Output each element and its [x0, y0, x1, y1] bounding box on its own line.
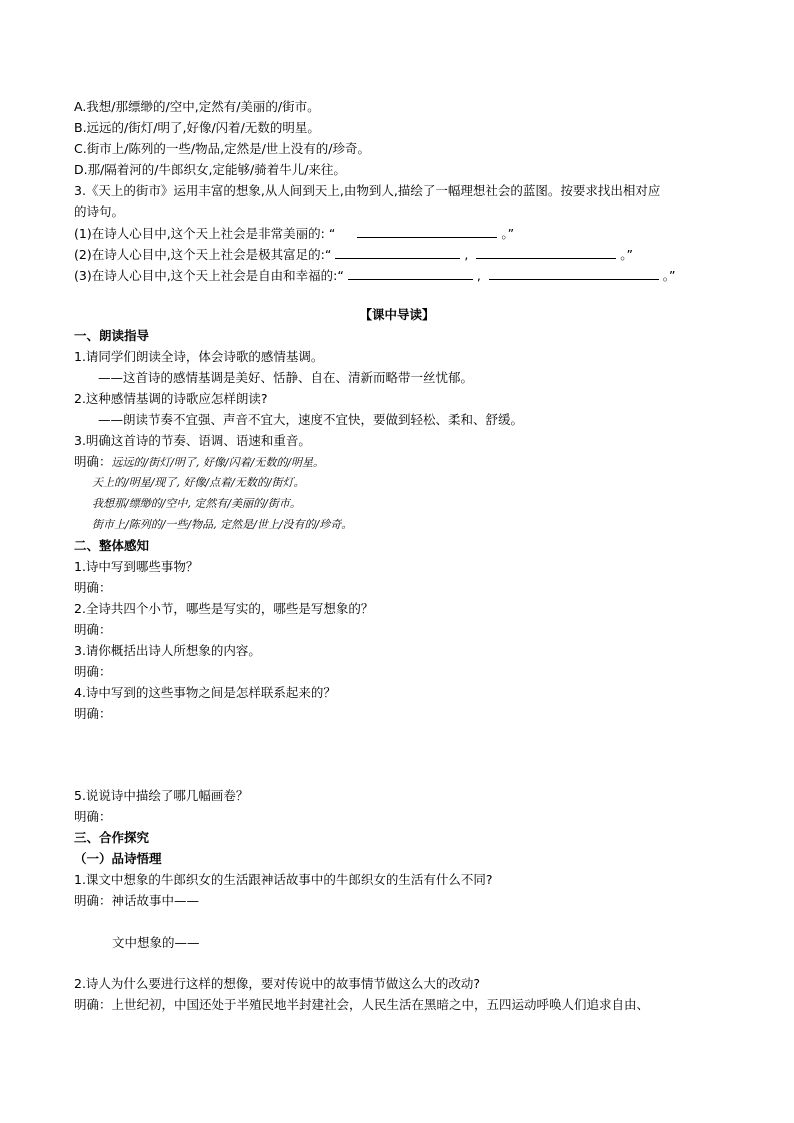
part-2-question-2: 2.全诗共四个小节，哪些是写实的，哪些是写想象的？ — [74, 601, 374, 616]
part-1-question-2: 2.这种感情基调的诗歌应怎样朗读? — [74, 391, 268, 406]
part-1-answer-2: ——朗读节奏不宜强、声音不宜大，速度不宜快，要做到轻松、柔和、舒缓。 — [98, 412, 524, 427]
part-2-prefix: (2)在诗人心目中,这个天上社会是极其富足的:“ — [74, 247, 332, 262]
part-2-answer-label-2: 明确： — [74, 622, 112, 637]
part-2-question-5: 5.说说诗中描绘了哪几幅画卷？ — [74, 788, 249, 803]
part-1-heading: 一、朗读指导 — [74, 328, 150, 343]
poem-line-2: 天上的/明星/现了, 好像/点着/无数的/街灯。 — [92, 476, 305, 489]
question-3-part-1 — [74, 225, 514, 241]
part-3-suffix: 。” — [662, 268, 676, 283]
part-2-question-1: 1.诗中写到哪些事物？ — [74, 559, 199, 574]
answer-label: 明确： — [74, 454, 112, 469]
part-3-heading: 三、合作探究 — [74, 830, 150, 845]
part-3-subheading: （一）品诗悟理 — [74, 851, 162, 866]
part-1-question-1: 1.请同学们朗读全诗，体会诗歌的感情基调。 — [74, 349, 324, 364]
part-2-mid: , — [464, 247, 469, 262]
part-3-answer-1b: 文中想象的—— — [112, 935, 200, 950]
part-3-question-2: 2.诗人为什么要进行这样的想像，要对传说中的故事情节做这么大的改动? — [74, 976, 481, 991]
part-2-answer-label-1: 明确： — [74, 580, 112, 595]
question-3-part-3 — [74, 267, 676, 283]
poem-line-1: 远远的/街灯/明了, 好像/闪着/无数的/明星。 — [111, 456, 325, 469]
part-3-answer-1: 明确：神话故事中—— — [74, 893, 200, 908]
part-3-mid: , — [476, 268, 481, 283]
part-1-answer-3 — [74, 454, 324, 470]
choice-b: B.远远的/街灯/明了,好像/闪着/无数的明星。 — [74, 120, 320, 135]
part-2-answer-label-3: 明确： — [74, 664, 112, 679]
answer-blank-2b[interactable] — [476, 246, 616, 259]
part-1-question-3: 3.明确这首诗的节奏、语调、语速和重音。 — [74, 433, 311, 448]
part-2-heading: 二、整体感知 — [74, 538, 150, 553]
part-2-question-3: 3.请你概括出诗人所想象的内容。 — [74, 643, 261, 658]
answer-blank-2a[interactable] — [335, 246, 460, 259]
part-1-prefix: (1)在诗人心目中,这个天上社会是非常美丽的: “ — [74, 226, 336, 241]
part-3-prefix: (3)在诗人心目中,这个天上社会是自由和幸福的:“ — [74, 268, 344, 283]
choice-d: D.那/隔着河的/牛郎织女,定能够/骑着牛儿/来往。 — [74, 162, 346, 177]
answer-blank-1[interactable] — [357, 225, 497, 238]
part-2-question-4: 4.诗中写到的这些事物之间是怎样联系起来的？ — [74, 685, 336, 700]
section-title: 【课中导读】 — [359, 307, 435, 322]
choice-c: C.街市上/陈列的一些/物品,定然是/世上没有的/珍奇。 — [74, 141, 371, 156]
part-3-question-1: 1.课文中想象的牛郎织女的生活跟神话故事中的牛郎织女的生活有什么不同? — [74, 872, 493, 887]
poem-line-4: 街市上/陈列的/一些/物品, 定然是/世上/没有的/珍奇。 — [92, 518, 353, 531]
choice-a: A.我想/那缥缈的/空中,定然有/美丽的/街市。 — [74, 99, 320, 114]
question-3-part-2 — [74, 246, 633, 262]
answer-blank-3a[interactable] — [348, 267, 473, 280]
poem-line-3: 我想那/缥缈的/空中, 定然有/美丽的/街市。 — [92, 497, 301, 510]
question-3-line-2: 的诗句。 — [74, 204, 125, 219]
answer-blank-3b[interactable] — [489, 267, 659, 280]
part-1-suffix: 。” — [501, 226, 515, 241]
part-2-answer-label-5: 明确： — [74, 809, 112, 824]
question-3-line-1: 3.《天上的街市》运用丰富的想象,从人间到天上,由物到人,描绘了一幅理想社会的蓝图。按要求找出相对应 — [74, 183, 661, 198]
part-1-answer-1: ——这首诗的感情基调是美好、恬静、自在、清新而略带一丝忧郁。 — [98, 370, 474, 385]
part-2-suffix: 。” — [620, 247, 634, 262]
part-3-answer-2: 明确：上世纪初，中国还处于半殖民地半封建社会，人民生活在黑暗之中，五四运动呼唤人们追求自由、 — [74, 997, 650, 1012]
part-2-answer-label-4: 明确： — [74, 706, 112, 721]
